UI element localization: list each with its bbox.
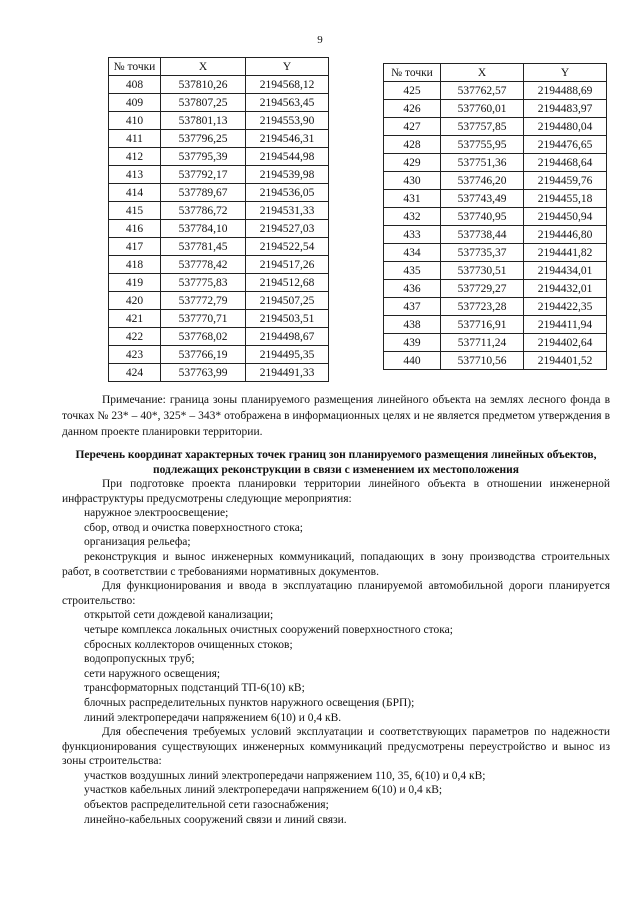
table-row <box>109 184 329 202</box>
cell-y: 2194536,05 <box>246 184 329 202</box>
table-header-row <box>384 64 607 82</box>
list-item: четыре комплекса локальных очистных сооружений поверхностного стока; <box>84 623 453 636</box>
cell-point-number: 436 <box>384 280 441 298</box>
cell-point-number: 439 <box>384 334 441 352</box>
cell-y: 2194483,97 <box>524 100 607 118</box>
table-row <box>109 220 329 238</box>
column-header-x: X <box>161 58 246 76</box>
column-header-point: № точки <box>109 58 161 76</box>
cell-y: 2194495,35 <box>246 346 329 364</box>
list-item: линий электропередачи напряжением 6(10) и 0,4 кВ. <box>84 711 342 724</box>
list-item: объектов распределительной сети газоснабжения; <box>84 799 329 812</box>
paragraph: При подготовке проекта планировки территории линейного объекта в отношении инженерной инфраструктуры предусмотрены следующие мероприятия: <box>62 478 610 505</box>
cell-y: 2194411,94 <box>524 316 607 334</box>
cell-point-number: 415 <box>109 202 161 220</box>
cell-point-number: 411 <box>109 130 161 148</box>
table-row <box>384 316 607 334</box>
cell-point-number: 433 <box>384 226 441 244</box>
table-row <box>384 154 607 172</box>
list-item: сбор, отвод и очистка поверхностного стока; <box>84 521 303 534</box>
cell-y: 2194512,68 <box>246 274 329 292</box>
cell-point-number: 432 <box>384 208 441 226</box>
list-item: участков воздушных линий электропередачи напряжением 110, 35, 6(10) и 0,4 кВ; <box>84 769 486 782</box>
cell-x: 537738,44 <box>441 226 524 244</box>
list-item: участков кабельных линий электропередачи напряжением 6(10) и 0,4 кВ; <box>84 784 443 797</box>
cell-x: 537775,83 <box>161 274 246 292</box>
cell-x: 537766,19 <box>161 346 246 364</box>
cell-x: 537810,26 <box>161 76 246 94</box>
table-header-row <box>109 58 329 76</box>
cell-x: 537755,95 <box>441 136 524 154</box>
cell-point-number: 421 <box>109 310 161 328</box>
cell-point-number: 410 <box>109 112 161 130</box>
cell-point-number: 419 <box>109 274 161 292</box>
cell-x: 537746,20 <box>441 172 524 190</box>
cell-x: 537763,99 <box>161 364 246 382</box>
table-row <box>109 346 329 364</box>
table-row <box>384 352 607 370</box>
cell-x: 537751,36 <box>441 154 524 172</box>
cell-y: 2194553,90 <box>246 112 329 130</box>
cell-x: 537716,91 <box>441 316 524 334</box>
cell-point-number: 425 <box>384 82 441 100</box>
cell-y: 2194441,82 <box>524 244 607 262</box>
cell-y: 2194546,31 <box>246 130 329 148</box>
paragraph: Для функционирования и ввода в эксплуатацию планируемой автомобильной дороги планируется строительство: <box>62 580 610 607</box>
cell-x: 537757,85 <box>441 118 524 136</box>
table-row <box>109 166 329 184</box>
cell-y: 2194446,80 <box>524 226 607 244</box>
cell-y: 2194517,26 <box>246 256 329 274</box>
cell-x: 537735,37 <box>441 244 524 262</box>
list-item: реконструкция и вынос инженерных коммуникаций, попадающих в зону производства строительных работ, в соответствии с требованиями нормативных документов. <box>62 550 610 578</box>
cell-x: 537772,79 <box>161 292 246 310</box>
cell-y: 2194480,04 <box>524 118 607 136</box>
cell-x: 537710,56 <box>441 352 524 370</box>
table-row <box>109 364 329 382</box>
cell-point-number: 417 <box>109 238 161 256</box>
note-paragraph <box>62 392 610 440</box>
table-row <box>384 118 607 136</box>
table-row <box>384 334 607 352</box>
table-row <box>109 94 329 112</box>
cell-point-number: 418 <box>109 256 161 274</box>
list-item: линейно-кабельных сооружений связи и линий связи. <box>84 813 347 826</box>
cell-point-number: 440 <box>384 352 441 370</box>
column-header-point: № точки <box>384 64 441 82</box>
list-item: сбросных коллекторов очищенных стоков; <box>84 638 293 651</box>
cell-x: 537768,02 <box>161 328 246 346</box>
paragraph: Для обеспечения требуемых условий эксплуатации и соответствующих параметров по надежности функционирования существующих инженерных коммуникаций предусмотрены переустройство и вынос из зоны строительства: <box>62 726 610 768</box>
cell-x: 537729,27 <box>441 280 524 298</box>
note-text: Примечание: граница зоны планируемого размещения линейного объекта на землях лесного фонда в точках № 23* – 40*, 325* – 343* отображена в информационных целях и не является предметом утверждения в данном проекте планировки территории. <box>62 394 610 438</box>
cell-y: 2194455,18 <box>524 190 607 208</box>
cell-y: 2194568,12 <box>246 76 329 94</box>
cell-y: 2194544,98 <box>246 148 329 166</box>
cell-y: 2194522,54 <box>246 238 329 256</box>
cell-point-number: 426 <box>384 100 441 118</box>
list-item: сети наружного освещения; <box>84 667 221 680</box>
column-header-y: Y <box>524 64 607 82</box>
cell-y: 2194468,64 <box>524 154 607 172</box>
table-row <box>384 190 607 208</box>
cell-y: 2194434,01 <box>524 262 607 280</box>
cell-x: 537792,17 <box>161 166 246 184</box>
page-number: 9 <box>317 34 323 46</box>
list-item: наружное электроосвещение; <box>84 507 229 520</box>
table-row <box>384 262 607 280</box>
cell-x: 537781,45 <box>161 238 246 256</box>
cell-x: 537807,25 <box>161 94 246 112</box>
cell-point-number: 422 <box>109 328 161 346</box>
cell-y: 2194402,64 <box>524 334 607 352</box>
table-row <box>109 130 329 148</box>
table-row <box>384 100 607 118</box>
cell-x: 537740,95 <box>441 208 524 226</box>
table-row <box>384 82 607 100</box>
cell-x: 537786,72 <box>161 202 246 220</box>
cell-x: 537711,24 <box>441 334 524 352</box>
table-row <box>384 298 607 316</box>
table-row <box>384 226 607 244</box>
column-header-y: Y <box>246 58 329 76</box>
cell-x: 537801,13 <box>161 112 246 130</box>
cell-x: 537770,71 <box>161 310 246 328</box>
cell-y: 2194527,03 <box>246 220 329 238</box>
cell-y: 2194488,69 <box>524 82 607 100</box>
cell-point-number: 438 <box>384 316 441 334</box>
cell-x: 537762,57 <box>441 82 524 100</box>
table-row <box>384 208 607 226</box>
cell-y: 2194459,76 <box>524 172 607 190</box>
table-row <box>109 256 329 274</box>
cell-point-number: 434 <box>384 244 441 262</box>
cell-y: 2194401,52 <box>524 352 607 370</box>
cell-y: 2194432,01 <box>524 280 607 298</box>
cell-y: 2194507,25 <box>246 292 329 310</box>
cell-y: 2194563,45 <box>246 94 329 112</box>
section-heading: Перечень координат характерных точек границ зон планируемого размещения линейных объектов, подлежащих реконструкции в связи с изменением их местоположения <box>75 449 597 476</box>
column-header-x: X <box>441 64 524 82</box>
cell-x: 537789,67 <box>161 184 246 202</box>
list-item: блочных распределительных пунктов наружного освещения (БРП); <box>84 696 415 709</box>
list-item: организация рельефа; <box>84 536 191 549</box>
cell-y: 2194422,35 <box>524 298 607 316</box>
cell-x: 537778,42 <box>161 256 246 274</box>
cell-point-number: 420 <box>109 292 161 310</box>
table-row <box>109 238 329 256</box>
table-row <box>384 172 607 190</box>
cell-point-number: 437 <box>384 298 441 316</box>
cell-y: 2194450,94 <box>524 208 607 226</box>
body-text <box>62 477 610 827</box>
cell-y: 2194498,67 <box>246 328 329 346</box>
cell-x: 537723,28 <box>441 298 524 316</box>
cell-y: 2194491,33 <box>246 364 329 382</box>
cell-point-number: 435 <box>384 262 441 280</box>
list-item: открытой сети дождевой канализации; <box>84 609 274 622</box>
cell-point-number: 427 <box>384 118 441 136</box>
table-row <box>109 76 329 94</box>
cell-point-number: 408 <box>109 76 161 94</box>
cell-y: 2194531,33 <box>246 202 329 220</box>
table-row <box>384 244 607 262</box>
list-item: трансформаторных подстанций ТП-6(10) кВ; <box>84 682 305 695</box>
cell-point-number: 429 <box>384 154 441 172</box>
cell-point-number: 428 <box>384 136 441 154</box>
table-row <box>109 328 329 346</box>
table-row <box>109 310 329 328</box>
cell-point-number: 416 <box>109 220 161 238</box>
list-item: водопропускных труб; <box>84 653 195 666</box>
cell-point-number: 430 <box>384 172 441 190</box>
cell-y: 2194476,65 <box>524 136 607 154</box>
cell-point-number: 413 <box>109 166 161 184</box>
cell-x: 537784,10 <box>161 220 246 238</box>
cell-point-number: 409 <box>109 94 161 112</box>
table-row <box>384 280 607 298</box>
table-row <box>109 274 329 292</box>
cell-y: 2194539,98 <box>246 166 329 184</box>
cell-point-number: 412 <box>109 148 161 166</box>
table-row <box>109 148 329 166</box>
cell-y: 2194503,51 <box>246 310 329 328</box>
cell-x: 537760,01 <box>441 100 524 118</box>
table-row <box>384 136 607 154</box>
coordinates-table-right <box>383 63 607 370</box>
coordinates-table-left <box>108 57 329 382</box>
cell-x: 537730,51 <box>441 262 524 280</box>
cell-x: 537795,39 <box>161 148 246 166</box>
table-row <box>109 202 329 220</box>
table-row <box>109 112 329 130</box>
cell-x: 537743,49 <box>441 190 524 208</box>
table-row <box>109 292 329 310</box>
cell-point-number: 424 <box>109 364 161 382</box>
cell-point-number: 423 <box>109 346 161 364</box>
cell-x: 537796,25 <box>161 130 246 148</box>
cell-point-number: 431 <box>384 190 441 208</box>
cell-point-number: 414 <box>109 184 161 202</box>
